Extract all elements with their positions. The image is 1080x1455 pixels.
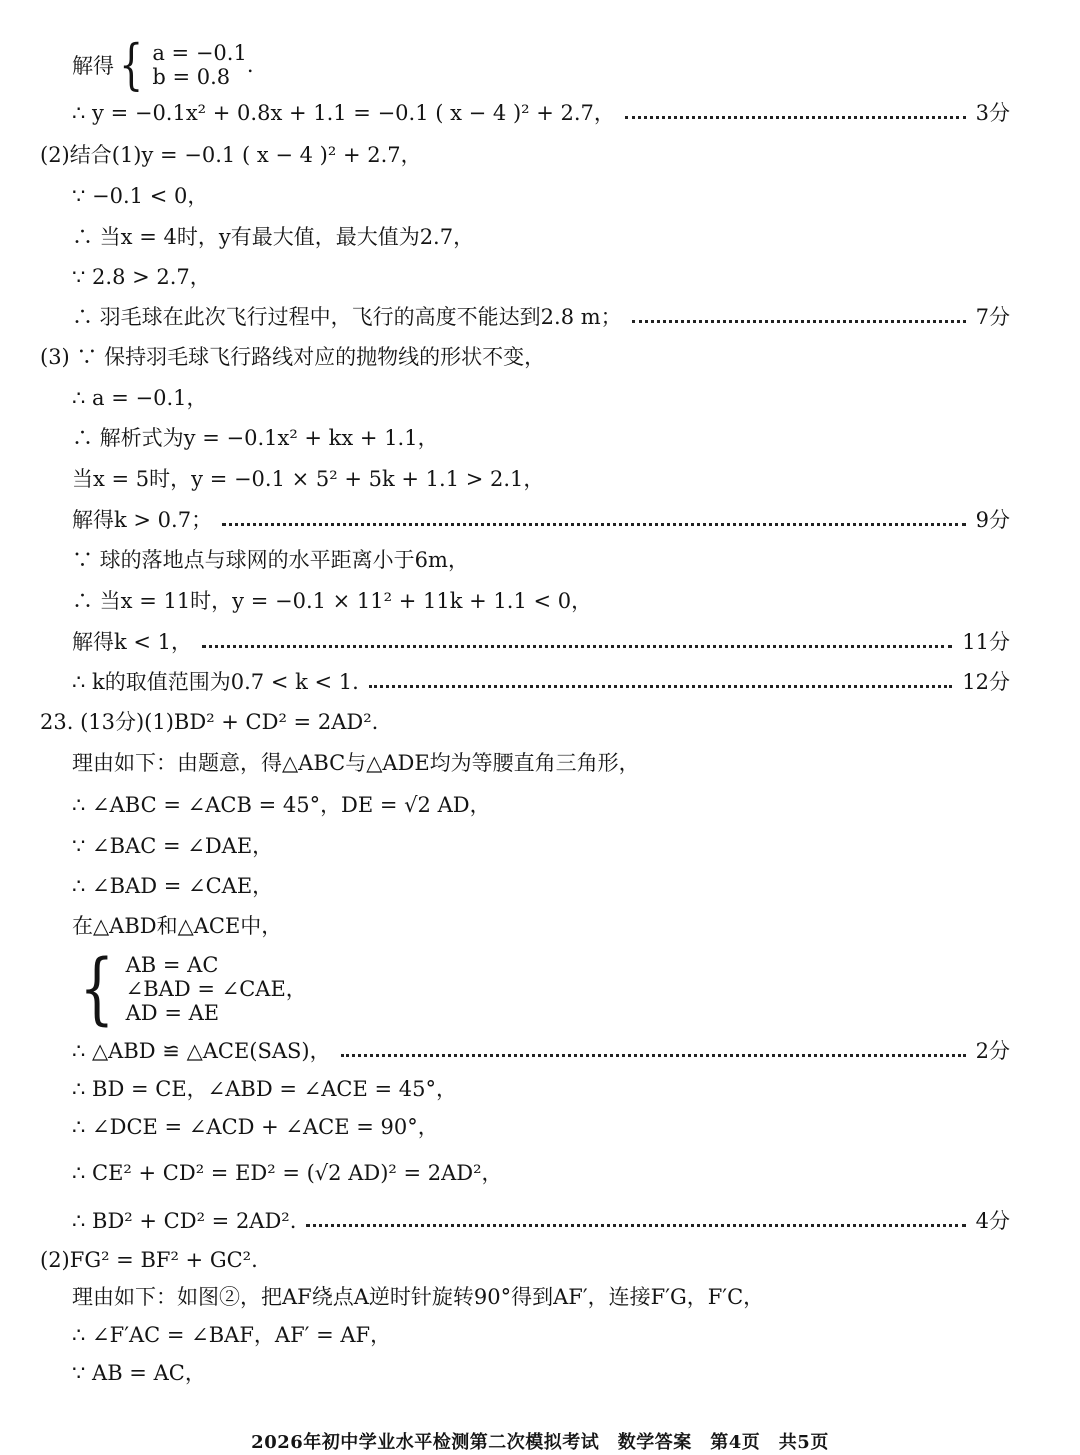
score-label: 9分 xyxy=(975,508,1010,532)
question-23-heading xyxy=(40,707,1010,737)
dot-leader xyxy=(202,645,952,648)
answer-line xyxy=(72,1282,1010,1312)
system-row: ∠BAD = ∠CAE， xyxy=(125,977,307,1001)
score-label: 3分 xyxy=(975,101,1010,125)
system-row: AB = AC xyxy=(125,953,219,977)
line-text: ∴ △ABD ≌ △ACE(SAS)， xyxy=(72,1039,331,1063)
left-brace: { xyxy=(79,944,115,1034)
line-text: ∴ a = −0.1， xyxy=(72,386,208,410)
answer-line xyxy=(72,98,1010,128)
line-text: ∴ ∠BAD = ∠CAE， xyxy=(72,874,274,898)
answer-line xyxy=(72,1112,1010,1142)
system-row: AD = AE xyxy=(125,1001,220,1025)
line-text: ∴ ∠F′AC = ∠BAF，AF′ = AF， xyxy=(72,1323,392,1347)
answer-line xyxy=(72,181,1010,211)
score-label: 7分 xyxy=(975,305,1010,329)
line-text: 23. (13分)(1)BD² + CD² = 2AD². xyxy=(40,710,379,734)
answer-line xyxy=(40,140,1010,170)
line-text: 在△ABD和△ACE中， xyxy=(72,914,283,938)
line-text: ∴ BD² + CD² = 2AD². xyxy=(72,1209,297,1233)
answer-line xyxy=(72,383,1010,413)
answer-line xyxy=(72,748,1010,778)
score-label: 2分 xyxy=(975,1039,1010,1063)
system-row: a = −0.1 xyxy=(152,41,247,65)
page-footer: 2026年初中学业水平检测第二次模拟考试 数学答案 第4页 共5页 xyxy=(251,1432,829,1453)
dot-leader xyxy=(222,523,966,526)
answer-line xyxy=(72,790,1010,820)
score-label: 12分 xyxy=(962,670,1010,694)
answer-line xyxy=(72,1320,1010,1350)
line-text: ∵ −0.1 < 0， xyxy=(72,184,209,208)
line-text: ∴ y = −0.1x² + 0.8x + 1.1 = −0.1 ( x − 4 )² + 2.7， xyxy=(72,101,615,125)
line-text: ∵ 球的落地点与球网的水平距离小于6m， xyxy=(72,548,469,572)
system-suffix: . xyxy=(246,53,254,77)
answer-line xyxy=(72,831,1010,861)
answer-line xyxy=(72,1206,1010,1236)
line-text: 当x = 5时，y = −0.1 × 5² + 5k + 1.1 > 2.1， xyxy=(72,467,545,491)
congruence-system xyxy=(72,944,307,1034)
answer-line xyxy=(72,545,1010,575)
line-text: ∵ 2.8 > 2.7， xyxy=(72,265,211,289)
answer-line xyxy=(72,302,1010,332)
answer-line xyxy=(72,627,1010,657)
answer-line xyxy=(72,423,1010,453)
line-text: ∴ k的取值范围为0.7 < k < 1. xyxy=(72,670,359,694)
line-text: ∴ 羽毛球在此次飞行过程中，飞行的高度不能达到2.8 m； xyxy=(72,305,622,329)
line-text: ∵ AB = AC， xyxy=(72,1361,206,1385)
line-text: (2)结合(1)y = −0.1 ( x − 4 )² + 2.7， xyxy=(40,143,422,167)
answer-line xyxy=(40,1245,1010,1275)
answer-line xyxy=(72,667,1010,697)
answer-line xyxy=(72,505,1010,535)
answer-line xyxy=(72,1036,1010,1066)
line-text: ∵ ∠BAC = ∠DAE， xyxy=(72,834,274,858)
line-text: 解得k > 0.7； xyxy=(72,508,213,532)
line-text: 解得k < 1， xyxy=(72,630,193,654)
answer-line xyxy=(72,911,1010,941)
system-prefix: 解得 xyxy=(72,54,114,78)
line-text: 理由如下：如图②，把AF绕点A逆时针旋转90°得到AF′，连接F′G，F′C， xyxy=(72,1285,765,1309)
dot-leader xyxy=(306,1224,965,1227)
line-text: 理由如下：由题意，得△ABC与△ADE均为等腰直角三角形， xyxy=(72,751,640,775)
answer-line xyxy=(72,1158,1010,1188)
answer-line xyxy=(72,871,1010,901)
equation-system-ab xyxy=(72,33,254,96)
line-text: (2)FG² = BF² + GC². xyxy=(40,1248,258,1272)
answer-line xyxy=(40,342,1010,372)
system-row: b = 0.8 xyxy=(152,65,231,89)
answer-line xyxy=(72,1358,1010,1388)
line-text: ∴ CE² + CD² = ED² = (√2 AD)² = 2AD²， xyxy=(72,1161,503,1185)
dot-leader xyxy=(341,1054,966,1057)
line-text: ∴ 当x = 4时，y有最大值，最大值为2.7， xyxy=(72,225,475,249)
line-text: ∴ ∠DCE = ∠ACD + ∠ACE = 90°， xyxy=(72,1115,439,1139)
left-brace: { xyxy=(119,33,144,96)
dot-leader xyxy=(625,116,966,119)
answer-line xyxy=(72,222,1010,252)
dot-leader xyxy=(632,320,966,323)
line-text: ∴ 解析式为y = −0.1x² + kx + 1.1， xyxy=(72,426,439,450)
score-label: 4分 xyxy=(975,1209,1010,1233)
line-text: ∴ BD = CE，∠ABD = ∠ACE = 45°， xyxy=(72,1077,457,1101)
line-text: ∴ 当x = 11时，y = −0.1 × 11² + 11k + 1.1 < 0， xyxy=(72,589,593,613)
answer-line xyxy=(72,586,1010,616)
score-label: 11分 xyxy=(962,630,1010,654)
answer-line xyxy=(72,1074,1010,1104)
line-text: (3) ∵ 保持羽毛球飞行路线对应的抛物线的形状不变， xyxy=(40,345,546,369)
line-text: ∴ ∠ABC = ∠ACB = 45°，DE = √2 AD， xyxy=(72,793,491,817)
answer-line xyxy=(72,464,1010,494)
answer-line xyxy=(72,262,1010,292)
dot-leader xyxy=(369,685,952,688)
